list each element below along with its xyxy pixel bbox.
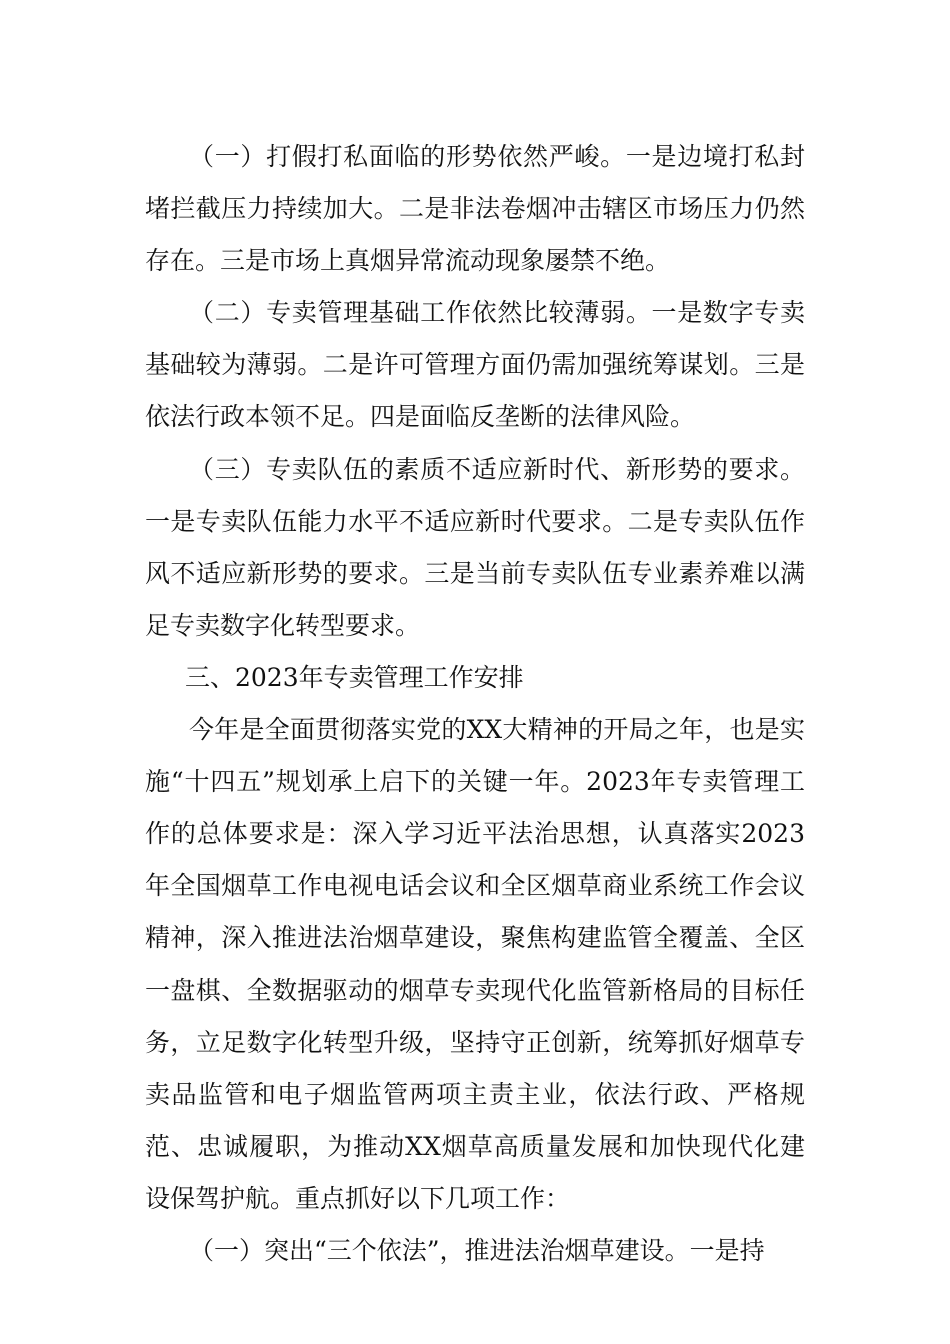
paragraph-issue-2: （二）专卖管理基础工作依然比较薄弱。一是数字专卖基础较为薄弱。二是许可管理方面仍需加强统筹谋划。三是依法行政本领不足。四是面临反垄断的法律风险。: [145, 298, 805, 432]
paragraph-issue-3: （三）专卖队伍的素质不适应新时代、新形势的要求。一是专卖队伍能力水平不适应新时代要求。二是专卖队伍作风不适应新形势的要求。三是当前专卖队伍专业素养难以满足专卖数字化转型要求。: [145, 454, 805, 640]
paragraph-overall-requirements: 今年是全面贯彻落实党的XX大精神的开局之年，也是实施“十四五”规划承上启下的关键一年。2023年专卖管理工作的总体要求是：深入学习近平法治思想，认真落实2023年全国烟草工作电视电话会议和全区烟草商业系统工作会议精神，深入推进法治烟草建设，聚焦构建监管全覆盖、全区一盘棋、全数据驱动的烟草专卖现代化监管新格局的目标任务，立足数字化转型升级，坚持守正创新，统筹抓好烟草专卖品监管和电子烟监管两项主责主业，依法行政、严格规范、忠诚履职，为推动XX烟草高质量发展和加快现代化建设保驾护航。重点抓好以下几项工作：: [145, 715, 805, 1213]
section-heading-3: 三、2023年专卖管理工作安排: [185, 662, 524, 692]
document-body: [145, 131, 805, 1277]
paragraph-issue-1: （一）打假打私面临的形势依然严峻。一是边境打私封堵拦截压力持续加大。二是非法卷烟冲击辖区市场压力仍然存在。三是市场上真烟异常流动现象屡禁不绝。: [145, 142, 805, 276]
paragraph-task-1: （一）突出“三个依法”，推进法治烟草建设。一是持: [189, 1235, 765, 1265]
